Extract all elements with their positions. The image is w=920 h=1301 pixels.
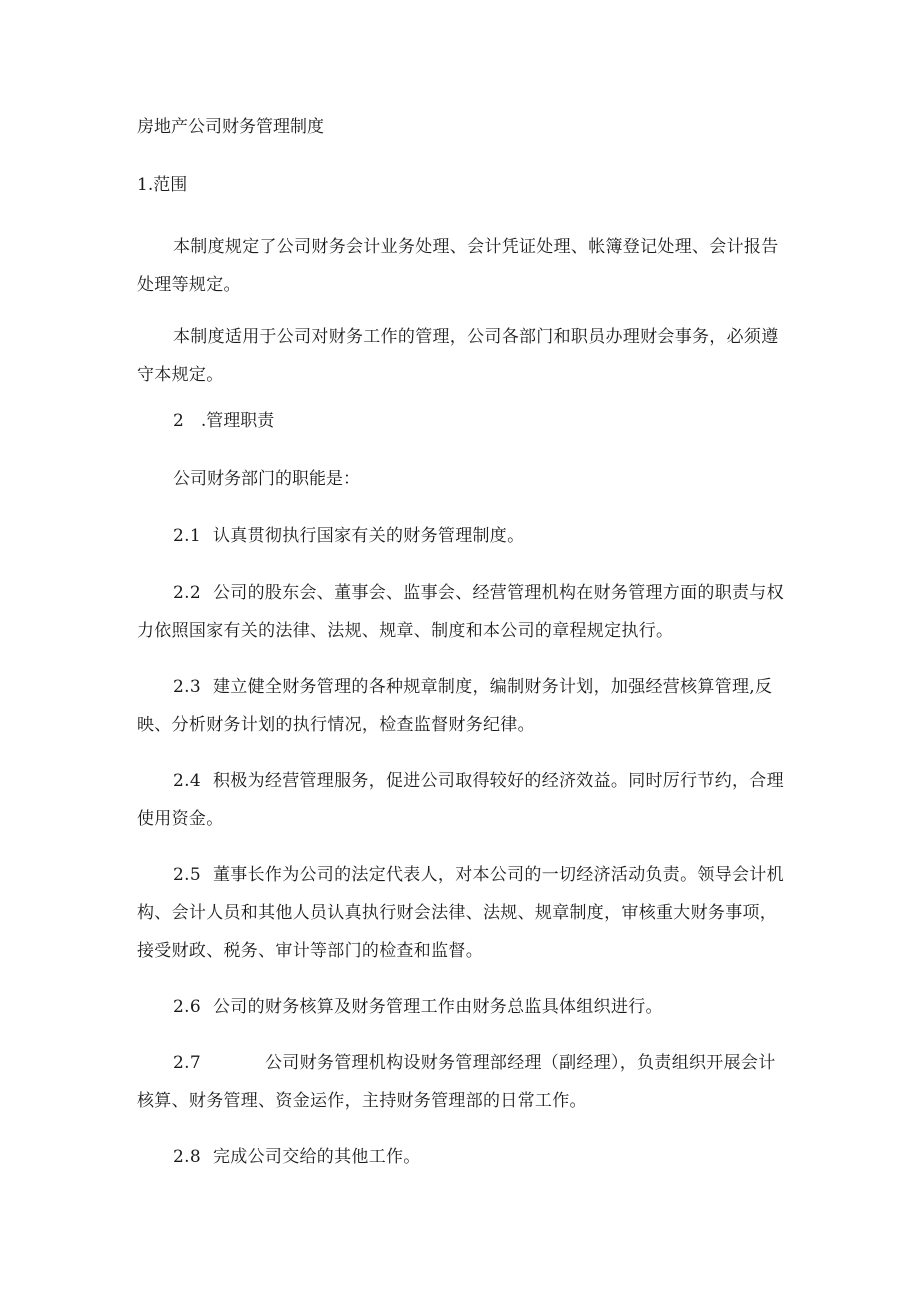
duty-text: 公司财务管理机构设财务管理部经理（副经理），负责组织开展会计核算、财务管理、资金运作，主持财务管理部的日常工作。 — [137, 1053, 776, 1111]
duty-number: 2.3 — [173, 677, 201, 697]
duty-text: 建立健全财务管理的各种规章制度，编制财务计划，加强经营核算管理,反映、分析财务计划的执行情况，检查监督财务纪律。 — [137, 677, 773, 735]
duty-text: 认真贯彻执行国家有关的财务管理制度。 — [213, 526, 525, 546]
section-heading-scope: 1.范围 — [137, 175, 188, 195]
duty-item — [137, 762, 787, 838]
section-heading-duties: 2 .管理职责 — [173, 411, 275, 431]
duties-intro: 公司财务部门的职能是： — [173, 469, 360, 489]
duty-item — [137, 1138, 787, 1176]
duty-number: 2.5 — [173, 865, 201, 885]
duty-text: 完成公司交给的其他工作。 — [213, 1147, 421, 1167]
duty-item — [137, 574, 787, 650]
duty-number: 2.1 — [173, 526, 201, 546]
duty-number: 2.6 — [173, 997, 201, 1017]
duty-text: 积极为经营管理服务，促进公司取得较好的经济效益。同时厉行节约，合理使用资金。 — [137, 771, 784, 829]
duty-item — [137, 668, 787, 744]
duty-item — [137, 517, 787, 555]
scope-paragraph-1: 本制度规定了公司财务会计业务处理、会计凭证处理、帐簿登记处理、会计报告处理等规定。 — [137, 237, 779, 295]
scope-paragraph-2: 本制度适用于公司对财务工作的管理，公司各部门和职员办理财会事务，必须遵守本规定。 — [137, 327, 779, 385]
duty-number: 2.8 — [173, 1147, 201, 1167]
duty-text: 公司的股东会、董事会、监事会、经营管理机构在财务管理方面的职责与权力依照国家有关的法律、法规、规章、制度和本公司的章程规定执行。 — [137, 583, 784, 641]
duty-text: 公司的财务核算及财务管理工作由财务总监具体组织进行。 — [213, 997, 663, 1017]
duty-item — [137, 1044, 787, 1120]
duty-text: 董事长作为公司的法定代表人，对本公司的一切经济活动负责。领导会计机构、会计人员和其他人员认真执行财会法律、法规、规章制度，审核重大财务事项，接受财政、税务、审计等部门的检查和监督。 — [137, 865, 784, 961]
duty-number: 2.2 — [173, 583, 201, 603]
document-title: 房地产公司财务管理制度 — [137, 117, 324, 137]
duty-item — [137, 988, 787, 1026]
duty-number: 2.4 — [173, 771, 201, 791]
duty-number: 2.7 — [173, 1053, 201, 1073]
duty-item — [137, 856, 787, 970]
